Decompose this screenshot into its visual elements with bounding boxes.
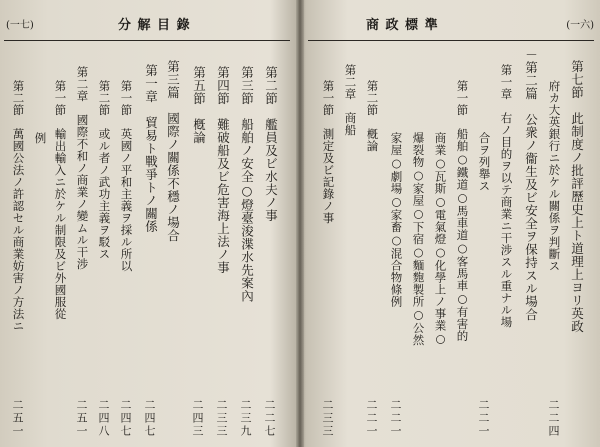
toc-page: 二二四	[547, 399, 560, 438]
toc-page: 二二一	[365, 399, 378, 438]
left-page	[0, 0, 296, 447]
toc-line: 第一節 輸出輸入ニ於ケル制限及ビ外國服從	[53, 80, 68, 320]
toc-page: 二二一	[389, 399, 402, 438]
toc-part-title: －第二篇 公衆ノ衞生及ビ安全ヲ保持スル場合	[523, 48, 539, 321]
toc-page: 二四三	[191, 399, 204, 438]
toc-part-title: 第三篇 國際ノ關係不穩ノ場合	[165, 60, 181, 242]
right-header-rule	[308, 40, 594, 41]
toc-line: 第一節 測定及ビ記錄ノ事	[321, 80, 336, 224]
toc-line: 第五節 槪論	[191, 66, 207, 144]
toc-line: 第二節 萬國公法ノ許認セル商業妨害ノ方法ニ	[11, 80, 26, 332]
toc-page: 二二七	[263, 399, 276, 438]
toc-page: 二三三	[321, 399, 334, 438]
toc-page: 二二一	[477, 399, 490, 438]
toc-line: 第二節 槪論	[365, 80, 380, 152]
toc-page: 二三三	[215, 399, 228, 438]
toc-line: 第四節 難破船及ビ危害海上法ノ事	[215, 66, 231, 274]
toc-page: 二五一	[11, 399, 24, 438]
toc-line: 第一章 貿易ト戰爭トノ關係	[143, 64, 159, 233]
toc-line: 第三節 船舶ノ安全○燈臺浚渫水先案內	[239, 66, 255, 303]
toc-line-continuation: 商業○瓦斯○電氣燈○化學上ノ事業○	[433, 132, 448, 346]
toc-line: 第一章 右ノ目的ヲ以テ商業ニ干涉スル重ナル場	[499, 64, 514, 328]
toc-line: 第七節 此制度ノ批評歷史上ト道理上ヨリ英政	[569, 60, 585, 333]
toc-line: 第二節 或ル者ノ武功主義ヲ駁ス	[97, 80, 112, 260]
left-page-header: 分 解 目 錄	[118, 18, 191, 33]
toc-line-continuation: 府カ大英銀行ニ於ケル關係ヲ判斷ス	[547, 80, 562, 272]
toc-line: 第一節 船舶○鐵道○馬車道○客馬車○有害的	[455, 80, 470, 342]
right-page-header: 商 政 標 準	[366, 18, 439, 33]
toc-chapter: 第二章 商船	[343, 64, 358, 136]
toc-line: 第一節 英國ノ平和主義ヲ採ル所以	[119, 80, 134, 272]
toc-page: 二四八	[97, 399, 110, 438]
right-page-number: (一六)	[566, 20, 594, 31]
toc-line: 第二章 國際不和ノ商業ノ變ムル干涉	[75, 66, 90, 270]
book-gutter	[296, 0, 304, 447]
toc-page: 二五一	[75, 399, 88, 438]
left-page-number: (一七)	[6, 20, 34, 31]
toc-line: 第二節 艦員及ビ水夫ノ事	[263, 66, 279, 222]
toc-page: 二三九	[239, 399, 252, 438]
right-page	[304, 0, 600, 447]
left-header-rule	[4, 40, 290, 41]
toc-page: 二四七	[119, 399, 132, 438]
toc-line-continuation: 爆裂物○家屋○下宿○麵麭製所○公然	[411, 132, 426, 346]
toc-line-continuation: 例	[33, 132, 48, 144]
toc-line-continuation: 家屋○劇場○家畜○混合物條例	[389, 132, 404, 308]
toc-page: 二四七	[143, 399, 156, 438]
toc-line-continuation: 合ヲ列舉ス	[477, 132, 492, 192]
